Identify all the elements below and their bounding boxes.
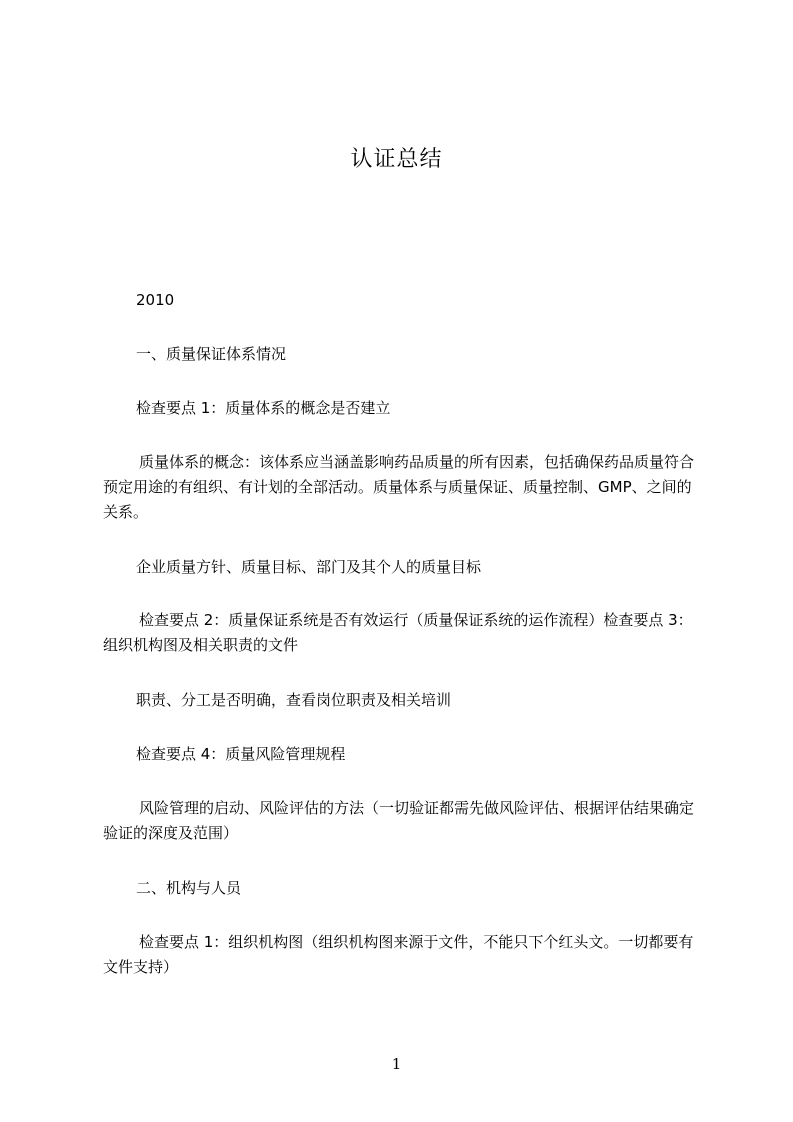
checkpoint-2-3-paragraph: 检查要点 2：质量保证系统是否有效运行（质量保证系统的运作流程）检查要点 3：组织机构图及相关职责的文件 — [103, 611, 693, 654]
risk-management-paragraph: 风险管理的启动、风险评估的方法（一切验证都需先做风险评估、根据评估结果确定验证的深度及范围） — [103, 799, 695, 842]
quality-system-concept-paragraph: 质量体系的概念：该体系应当涵盖影响药品质量的所有因素，包括确保药品质量符合预定用途的有组织、有计划的全部活动。质量体系与质量保证、质量控制、GMP、之间的关系。 — [103, 453, 695, 521]
page-number: 1 — [391, 1055, 402, 1073]
checkpoint-1-line: 检查要点 1：质量体系的概念是否建立 — [136, 399, 391, 417]
checkpoint-4-line: 检查要点 4：质量风险管理规程 — [136, 745, 346, 763]
quality-policy-line: 企业质量方针、质量目标、部门及其个人的质量目标 — [136, 558, 482, 576]
responsibility-line: 职责、分工是否明确，查看岗位职责及相关培训 — [136, 691, 452, 709]
section-heading-organization: 二、机构与人员 — [136, 879, 242, 897]
org-chart-checkpoint-paragraph: 检查要点 1：组织机构图（组织机构图来源于文件，不能只下个红头文。一切都要有文件支持） — [103, 933, 694, 976]
section-heading-quality-system: 一、质量保证体系情况 — [136, 345, 287, 363]
document-title: 认证总结 — [350, 147, 443, 172]
year-line: 2010 — [136, 291, 175, 309]
